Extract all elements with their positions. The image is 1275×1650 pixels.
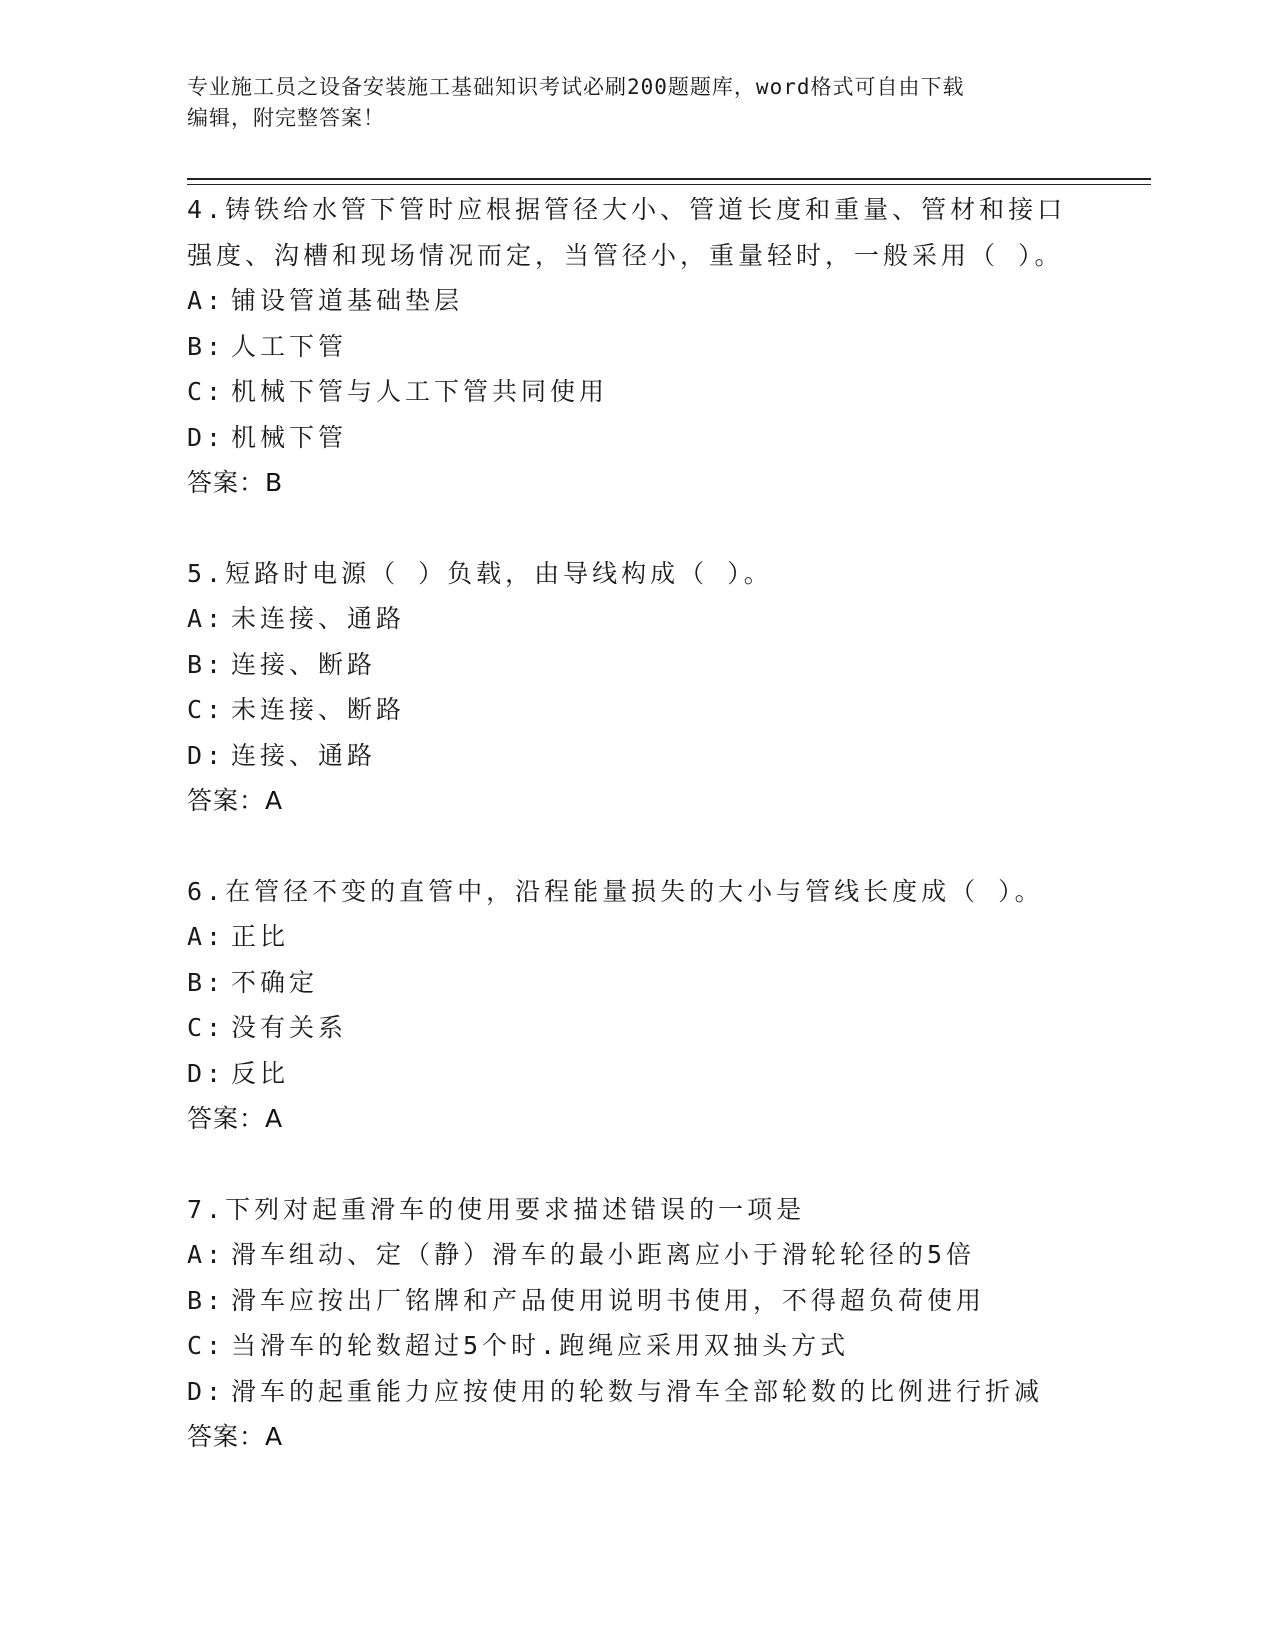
answer-key: 答案：A — [187, 1422, 284, 1451]
option-letter: B: — [187, 331, 226, 361]
option-text: 连接、通路 — [231, 740, 377, 770]
question-stem-line: 强度、沟槽和现场情况而定，当管径小，重量轻时，一般采用（ ）。 — [187, 240, 1064, 270]
option-text: 没有关系 — [231, 1013, 348, 1042]
option-text: 人工下管 — [231, 331, 348, 361]
answer-option — [187, 687, 1117, 733]
answer-option — [187, 1005, 1117, 1051]
header-divider-thick — [187, 178, 1151, 180]
option-letter: A: — [187, 1240, 226, 1269]
option-text: 连接、断路 — [231, 649, 377, 679]
answer-option — [187, 914, 1117, 960]
option-text: 滑车的起重能力应按使用的轮数与滑车全部轮数的比例进行折减 — [231, 1376, 1044, 1406]
option-letter: B: — [187, 649, 226, 679]
document-header — [187, 72, 1087, 134]
option-text: 机械下管 — [231, 422, 348, 452]
option-letter: D: — [187, 1376, 226, 1406]
answer-option — [187, 278, 1117, 324]
option-letter: C: — [187, 1013, 226, 1042]
option-text: 正比 — [231, 922, 290, 951]
question-block — [187, 869, 1117, 1142]
answer-option — [187, 733, 1117, 779]
question-block — [187, 1187, 1117, 1460]
question-stem-line: 5.短路时电源（ ）负载，由导线构成（ ）。 — [187, 558, 773, 588]
option-text: 未连接、通路 — [231, 604, 406, 633]
option-letter: A: — [187, 922, 226, 951]
option-text: 反比 — [231, 1058, 290, 1088]
option-text: 滑车组动、定（静）滑车的最小距离应小于滑轮轮径的5倍 — [231, 1240, 976, 1269]
answer-key: 答案：A — [187, 786, 284, 815]
option-text: 当滑车的轮数超过5个时.跑绳应采用双抽头方式 — [231, 1331, 850, 1360]
option-letter: B: — [187, 1285, 226, 1315]
option-text: 滑车应按出厂铭牌和产品使用说明书使用，不得超负荷使用 — [231, 1285, 986, 1315]
option-letter: B: — [187, 967, 226, 997]
question-block — [187, 187, 1117, 506]
answer-option — [187, 1369, 1117, 1415]
answer-option — [187, 960, 1117, 1006]
header-divider-thin — [187, 184, 1151, 185]
option-letter: A: — [187, 604, 226, 633]
option-letter: C: — [187, 377, 226, 406]
answer-option — [187, 1323, 1117, 1369]
option-letter: A: — [187, 286, 226, 315]
answer-option — [187, 1051, 1117, 1097]
option-text: 铺设管道基础垫层 — [231, 286, 464, 315]
answer-option — [187, 415, 1117, 461]
question-stem-line: 4.铸铁给水管下管时应根据管径大小、管道长度和重量、管材和接口 — [187, 195, 1067, 224]
answer-option — [187, 1278, 1117, 1324]
option-text: 未连接、断路 — [231, 695, 406, 724]
question-list — [187, 187, 1117, 1505]
header-line-2: 编辑，附完整答案！ — [187, 106, 385, 130]
answer-option — [187, 1232, 1117, 1278]
header-line-1: 专业施工员之设备安装施工基础知识考试必刷200题题库，word格式可自由下载 — [187, 75, 965, 99]
answer-option — [187, 369, 1117, 415]
option-letter: D: — [187, 1058, 226, 1088]
option-letter: D: — [187, 740, 226, 770]
option-text: 机械下管与人工下管共同使用 — [231, 377, 609, 406]
answer-option — [187, 596, 1117, 642]
answer-option — [187, 324, 1117, 370]
question-block — [187, 551, 1117, 824]
answer-option — [187, 642, 1117, 688]
option-letter: C: — [187, 1331, 226, 1360]
question-stem-line: 7.下列对起重滑车的使用要求描述错误的一项是 — [187, 1194, 806, 1224]
option-text: 不确定 — [231, 967, 319, 997]
option-letter: C: — [187, 695, 226, 724]
answer-key: 答案：B — [187, 468, 284, 497]
option-letter: D: — [187, 422, 226, 452]
answer-key: 答案：A — [187, 1104, 284, 1133]
question-stem-line: 6.在管径不变的直管中，沿程能量损失的大小与管线长度成（ ）。 — [187, 876, 1044, 906]
